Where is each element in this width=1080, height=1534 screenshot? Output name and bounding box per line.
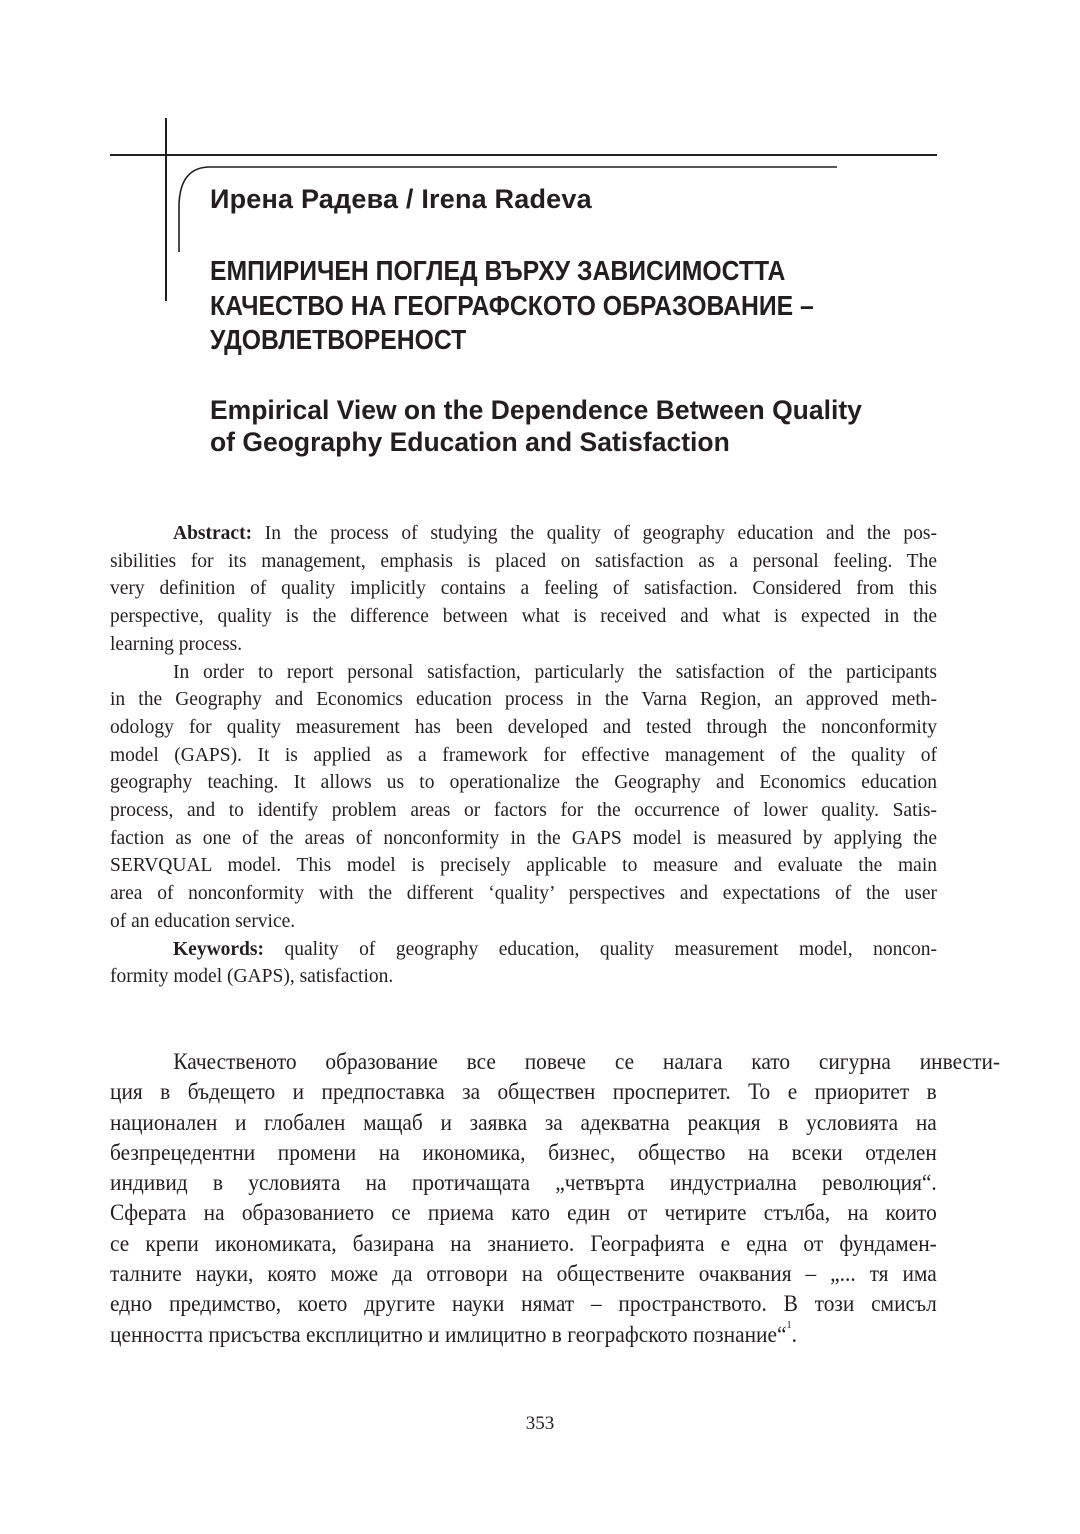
title-en-line: Empirical View on the Dependence Between Quality (210, 395, 862, 425)
body-paragraph (110, 1047, 1001, 1350)
keywords-line: formity model (GAPS), satisfaction. (110, 966, 394, 988)
abstract-line: SERVQUAL model. This model is precisely applicable to measure and evaluate the main (110, 855, 937, 877)
title-en-line: of Geography Education and Satisfaction (210, 427, 730, 457)
body-line: безпрецедентни промени на икономика, бизнес, общество на всеки отделен (110, 1139, 937, 1165)
abstract-line: of an education service. (110, 910, 296, 932)
title-bg-line: УДОВЛЕТВОРЕНОСТ (210, 324, 467, 355)
abstract-line: learning process. (110, 633, 243, 655)
title-bg-line: ЕМПИРИЧЕН ПОГЛЕД ВЪРХУ ЗАВИСИМОСТТА (210, 255, 786, 286)
author-name: Ирена Радева / Irena Radeva (210, 184, 592, 214)
title-bg-line: КАЧЕСТВО НА ГЕОГРАФСКОТО ОБРАЗОВАНИЕ – (210, 289, 814, 321)
body-text: ценността присъства експлицитно и имлицитно в географското познание“ (110, 1321, 787, 1347)
abstract-line: perspective, quality is the difference between what is received and what is expected in the (110, 606, 937, 628)
body-line (110, 1320, 937, 1350)
horizontal-rule (110, 154, 937, 156)
title-bulgarian (210, 254, 867, 358)
title-english (210, 394, 950, 458)
body-line: Качественото образование все повече се налага като сигурна инвести- (173, 1049, 1001, 1074)
abstract-line (110, 520, 937, 548)
abstract-line: In order to report personal satisfaction, particularly the satisfaction of the participants (173, 661, 937, 683)
keywords-line (110, 936, 937, 964)
footnote-reference[interactable]: 1 (786, 1318, 792, 1331)
abstract-line: process, and to identify problem areas or factors for the occurrence of lower quality. Satis- (110, 800, 937, 822)
abstract-line: faction as one of the areas of nonconformity in the GAPS model is measured by applying the (110, 827, 937, 849)
body-line: ция в бъдещето и предпоставка за обществен просперитет. То е приоритет в (110, 1079, 937, 1105)
abstract-line: model (GAPS). It is applied as a framework for effective management of the quality of (110, 744, 937, 766)
abstract-line: in the Geography and Economics education process in the Varna Region, an approved meth- (110, 689, 937, 711)
body-line: се крепи икономиката, базирана на знанието. Географията е една от фундамен- (110, 1230, 937, 1256)
vertical-rule (165, 118, 167, 301)
body-line: талните науки, която може да отговори на обществените очаквания – „... тя има (110, 1261, 937, 1287)
body-line: едно предимство, което другите науки нямат – пространството. В този смисъл (110, 1291, 937, 1317)
abstract (110, 520, 937, 991)
abstract-line: area of nonconformity with the different ‘quality’ perspectives and expectations of the user (110, 883, 937, 905)
keywords-label: Keywords: (173, 938, 264, 960)
abstract-line: sibilities for its management, emphasis is placed on satisfaction as a personal feeling. The (110, 550, 937, 572)
body-line: индивид в условията на протичащата „четвърта индустриална революция“. (110, 1170, 937, 1196)
abstract-line: odology for quality measurement has been developed and tested through the nonconformity (110, 716, 937, 738)
abstract-line: geography teaching. It allows us to operationalize the Geography and Economics education (110, 772, 937, 794)
abstract-line: very definition of quality implicitly contains a feeling of satisfaction. Considered from this (110, 578, 937, 600)
keywords-text: quality of geography education, quality measurement model, noncon- (264, 938, 937, 960)
body-line: национален и глобален мащаб и заявка за адекватна реакция в условията на (110, 1109, 937, 1135)
page-number: 353 (525, 1413, 555, 1434)
abstract-label: Abstract: (173, 523, 253, 544)
end-punctuation: . (791, 1321, 797, 1347)
abstract-text: In the process of studying the quality of geography education and the pos- (252, 523, 937, 544)
body-line: Сферата на образованието се приема като един от четирите стълба, на които (110, 1200, 937, 1226)
